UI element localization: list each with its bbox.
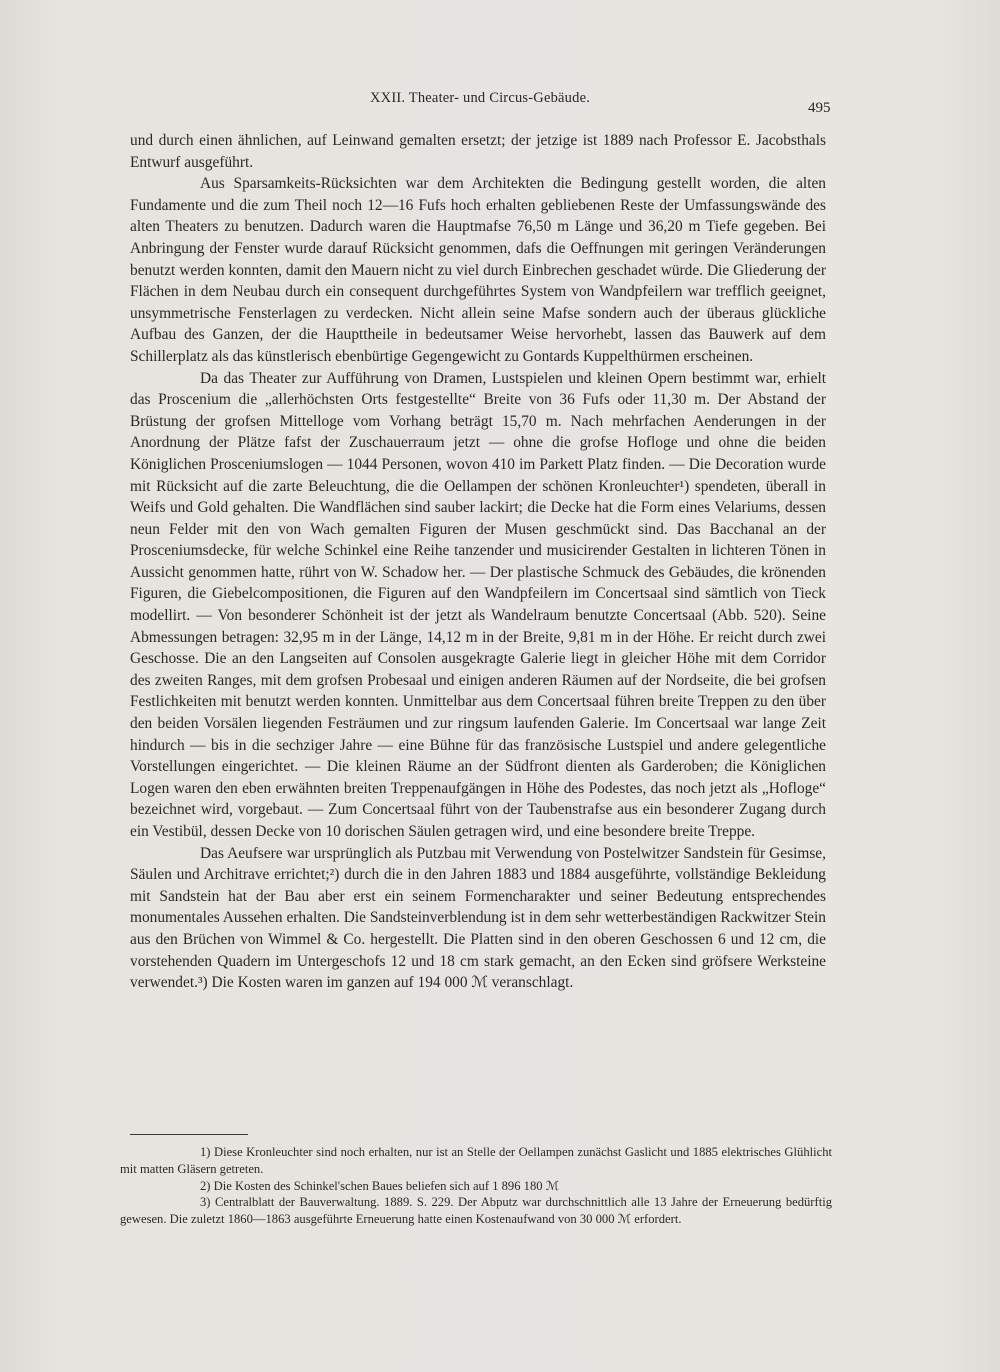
footnote: 1) Diese Kronleuchter sind noch erhalten, nur ist an Stelle der Oellampen zunächst Gaslicht und 1885 elektrisches Glühlicht mit matten Gläsern getreten. [120,1145,832,1176]
footnotes [120,1144,832,1228]
footnote: 3) Centralblatt der Bauverwaltung. 1889. S. 229. Der Abputz war durchschnittlich alle 13 Jahre der Erneuerung bedürftig gewesen. Die zuletzt 1860—1863 ausgeführte Erneuerung hatte einen Kostenaufwand von 30 000 ℳ erfordert. [120,1195,832,1227]
paragraph: Aus Sparsamkeits-Rücksichten war dem Architekten die Bedingung gestellt worden, die alten Fundamente und die zum Theil noch 12—16 Fufs hoch erhalten gebliebenen Reste der Umfassungswände des alten Theaters zu benutzen. Dadurch waren die Hauptmafse 76,50 m Länge und 36,20 m Tiefe gegeben. Bei Anbringung der Fenster wurde darauf Rücksicht genommen, dafs die Oeffnungen mit geringen Veränderungen benutzt werden konnten, damit den Mauern nicht zu viel durch Einbrechen geschadet würde. Die Gliederung der Flächen in dem Neubau durch ein consequent durchgeführtes System von Wandpfeilern war trefflich geeignet, unsymmetrische Fensterlagen zu verdecken. Nicht allein seine Mafse sondern auch der überaus glückliche Aufbau des Ganzen, der die Haupttheile in bedeutsamer Weise hervorhebt, lassen das Bauwerk auf dem Schillerplatz als das künstlerisch ebenbürtige Gegengewicht zu Gontards Kuppelthürmen erscheinen. [130,175,826,365]
footnote: 2) Die Kosten des Schinkel'schen Baues beliefen sich auf 1 896 180 ℳ [200,1178,560,1193]
footnote-divider [130,1134,248,1135]
paragraph: Da das Theater zur Aufführung von Dramen, Lustspielen und kleinen Opern bestimmt war, erhielt das Proscenium die „allerhöchsten Orts festgestellte“ Breite von 36 Fufs oder 11,30 m. Der Abstand der Brüstung der grofsen Mittelloge vom Vorhang beträgt 15,70 m. Nach mehrfachen Aenderungen in der Anordnung der Plätze fafst der Zuschauerraum jetzt — ohne die grofse Hofloge und ohne die beiden Königlichen Prosceniumslogen — 1044 Personen, wovon 410 im Parkett Platz finden. — Die Decoration wurde mit Rücksicht auf die zarte Beleuchtung, die die Oellampen der schönen Kronleuchter¹) spendeten, überall in Weifs und Gold gehalten. Die Wandflächen sind sauber lackirt; die Decke hat die Form eines Velariums, dessen neun Felder mit den von Wach gemalten Figuren der Musen geschmückt sind. Das Bacchanal an der Prosceniumsdecke, für welche Schinkel eine Reihe tanzender und musicirender Gestalten in lichteren Tönen in Aussicht genommen hatte, rührt von W. Schadow her. — Der plastische Schmuck des Gebäudes, die krönenden Figuren, die Giebelcompositionen, die Figuren auf den Wandpfeilern im Concertsaal sind sämtlich von Tieck modellirt. — Von besonderer Schönheit ist der jetzt als Wandelraum benutzte Concertsaal (Abb. 520). Seine Abmessungen betragen: 32,95 m in der Länge, 14,12 m in der Breite, 9,81 m in der Höhe. Er reicht durch zwei Geschosse. Die an den Langseiten auf Consolen ausgekragte Galerie liegt in gleicher Höhe mit dem Corridor des zweiten Ranges, mit dem grofsen Probesaal und einigen anderen Räumen auf der Nordseite, die bei grofsen Festlichkeiten mit benutzt werden konnten. Unmittelbar aus dem Concertsaal führen breite Treppen zu den über den beiden Vorsälen liegenden Festräumen und zur ringsum laufenden Galerie. Im Concertsaal war lange Zeit hindurch — bis in die sechziger Jahre — eine Bühne für das französische Lustspiel und andere gelegentliche Vorstellungen eingerichtet. — Die kleinen Räume an der Südfront dienten als Garderoben; die Königlichen Logen waren den eben erwähnten breiten Treppenaufgängen in Höhe des Podestes, das noch jetzt als „Hofloge“ bezeichnet wird, vorgebaut. — Zum Concertsaal führt von der Taubenstrafse aus ein besonderer Zugang durch ein Vestibül, dessen Decke von 10 dorischen Säulen getragen wird, und eine besondere breite Treppe. [130,369,826,840]
body-text [130,130,826,994]
paragraph: Das Aeufsere war ursprünglich als Putzbau mit Verwendung von Postelwitzer Sandstein für Gesimse, Säulen und Architrave errichtet;²) durch die in den Jahren 1883 und 1884 ausgeführte, vollständige Bekleidung mit Sandstein hat der Bau aber erst ein seinem Formencharakter und seiner Bedeutung entsprechendes monumentales Aussehen erhalten. Die Sandsteinverblendung ist in dem sehr wetterbeständigen Rackwitzer Stein aus den Brüchen von Wimmel & Co. hergestellt. Die Platten sind in den oberen Geschossen 6 und 12 cm, die vorstehenden Quadern im Untergeschofs 12 und 18 cm stark gemacht, an den Ecken sind gröfsere Werksteine verwendet.³) Die Kosten waren im ganzen auf 194 000 ℳ veranschlagt. [130,844,826,992]
running-head: XXII. Theater- und Circus-Gebäude. [370,90,591,106]
page-header [0,90,1000,114]
page-number: 495 [808,100,831,116]
paragraph-continuation: und durch einen ähnlichen, auf Leinwand gemalten ersetzt; der jetzige ist 1889 nach Professor E. Jacobsthals Entwurf ausgeführt. [130,132,826,171]
